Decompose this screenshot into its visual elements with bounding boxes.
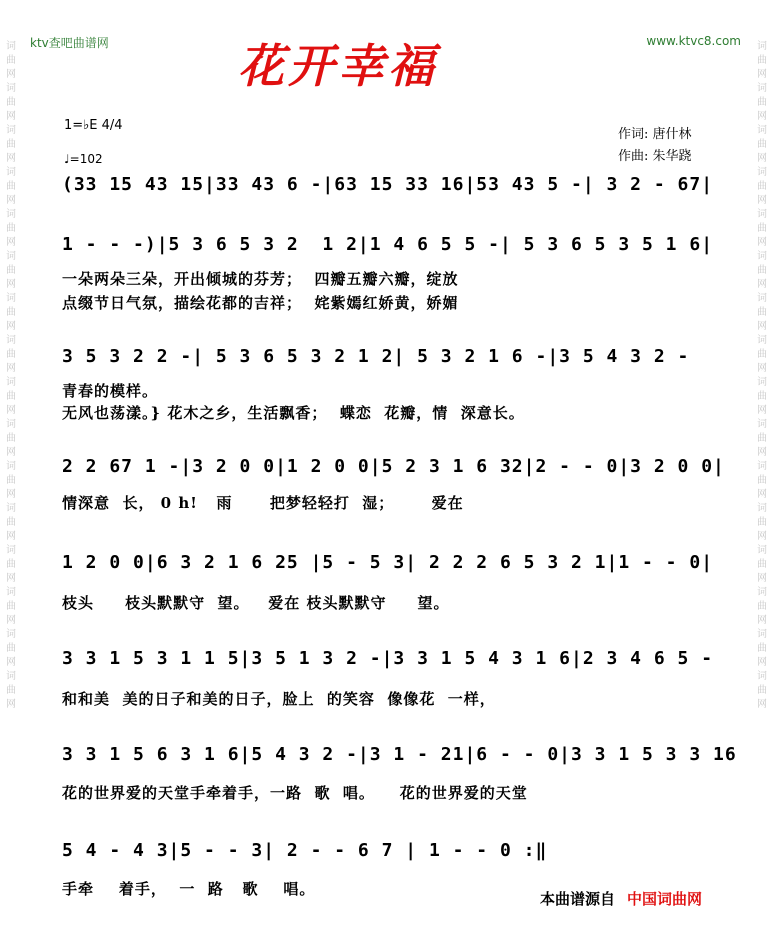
lyric-line: 花的世界爱的天堂手牵着手，一路 歌 唱。 花的世界爱的天堂 bbox=[62, 784, 528, 802]
notation-line: 1 2 0 0|6 3 2 1 6 25 |5 - 5 3| 2 2 2 6 5 3 2 1|1 - - 0| bbox=[62, 552, 714, 573]
notation-line: 3 3 1 5 3 1 1 5|3 5 1 3 2 -|3 3 1 5 4 3 1 6|2 3 4 6 5 - bbox=[62, 648, 714, 669]
notation-line: 5 4 - 4 3|5 - - 3| 2 - - 6 7 | 1 - - 0 :‖ bbox=[62, 840, 548, 861]
source-site-link[interactable]: 中国词曲网 bbox=[627, 890, 703, 908]
notation-line: (33 15 43 15|33 43 6 -|63 15 33 16|53 43 5 -| 3 2 - 67| bbox=[62, 174, 714, 195]
composer: 作曲: 朱华跷 bbox=[618, 149, 692, 164]
tempo-marking: ♩=102 bbox=[64, 152, 103, 166]
lyric-line: 无风也荡漾。} 花木之乡，生活飘香； 蝶恋 花瓣，情 深意长。 bbox=[62, 404, 525, 422]
notation-line: 3 3 1 5 6 3 1 6|5 4 3 2 -|3 1 - 21|6 - - 0|3 3 1 5 3 3 16 bbox=[62, 744, 737, 765]
site-name-left: ktv查吧曲谱网 bbox=[30, 36, 109, 50]
lyric-line: 枝头 枝头默默守 望。 爱在 枝头默默守 望。 bbox=[62, 594, 450, 612]
lyric-line: 青春的模样。 bbox=[62, 382, 159, 400]
notation-line: 1 - - -)|5 3 6 5 3 2 1 2|1 4 6 5 5 -| 5 3 6 5 3 5 1 6| bbox=[62, 234, 714, 255]
lyric-line: 和和美 美的日子和美的日子，脸上 的笑容 像像花 一样， bbox=[62, 690, 496, 708]
key-signature: 1=♭E 4/4 bbox=[64, 118, 123, 133]
watermark-left: 词曲网词曲网词曲网词曲网词曲网词曲网词曲网词曲网词曲网词曲网词曲网词曲网词曲网词曲网词曲网词曲网 bbox=[6, 41, 16, 710]
watermark-right: 词曲网词曲网词曲网词曲网词曲网词曲网词曲网词曲网词曲网词曲网词曲网词曲网词曲网词曲网词曲网词曲网 bbox=[757, 41, 767, 710]
source-label: 本曲谱源自 bbox=[540, 890, 616, 908]
source-credit bbox=[540, 888, 702, 909]
site-url-right: www.ktvc8.com bbox=[646, 34, 741, 48]
lyric-line: 一朵两朵三朵，开出倾城的芬芳； 四瓣五瓣六瓣，绽放 bbox=[62, 270, 459, 288]
notation-line: 2 2 67 1 -|3 2 0 0|1 2 0 0|5 2 3 1 6 32|2 - - 0|3 2 0 0| bbox=[62, 456, 725, 477]
lyric-line: 情深意 长， 0 h! 雨 把梦轻轻打 湿； 爱在 bbox=[62, 494, 464, 512]
lyricist: 作词: 唐什林 bbox=[618, 127, 692, 142]
notation-line: 3 5 3 2 2 -| 5 3 6 5 3 2 1 2| 5 3 2 1 6 -|3 5 4 3 2 - bbox=[62, 346, 690, 367]
lyric-line: 手牵 着手， 一 路 歌 唱。 bbox=[62, 880, 316, 898]
song-title: 花开幸福 bbox=[238, 39, 438, 93]
lyric-line: 点缀节日气氛，描绘花都的吉祥； 姹紫嫣红娇黄，娇媚 bbox=[62, 294, 459, 312]
credits bbox=[618, 124, 692, 168]
